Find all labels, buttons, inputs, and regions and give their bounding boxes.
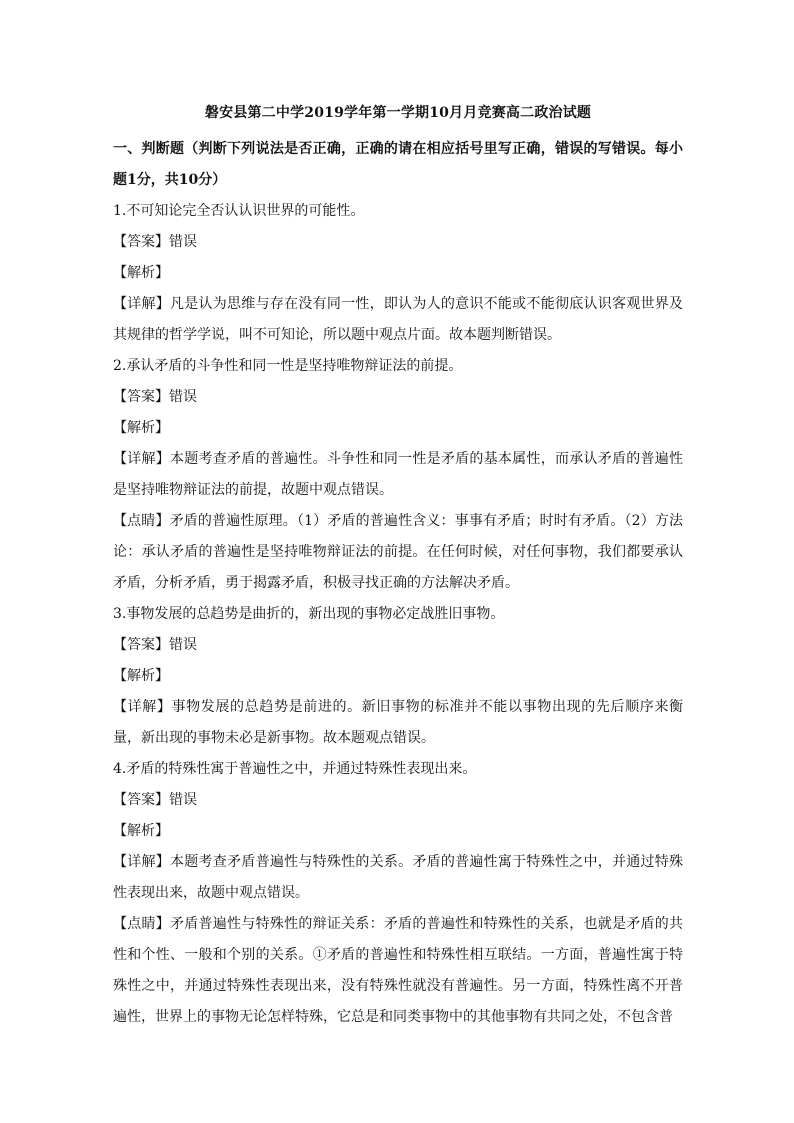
document-body (113, 102, 683, 1033)
answer-line: 【答案】错误 (113, 637, 197, 653)
note-paragraph: 【点睛】矛盾普遍性与特殊性的辩证关系：矛盾的普遍性和特殊性的关系，也就是矛盾的共性和个性、一般和个别的关系。①矛盾的普遍性和特殊性相互联结。一方面，普遍性寓于特殊性之中，并通过特殊性表现出来，没有特殊性就没有普遍性。另一方面，特殊性离不开普遍性，世界上的事物无论怎样特殊，它总是和同类事物中的其他事物有共同之处，不包含普 (113, 916, 683, 1025)
question-stem: 3.事物发展的总趋势是曲折的，新出现的事物必定战胜旧事物。 (113, 606, 505, 622)
answer-line: 【答案】错误 (113, 792, 197, 808)
question-stem: 1.不可知论完全否认认识世界的可能性。 (113, 203, 365, 219)
analysis-label: 【解析】 (113, 823, 169, 839)
analysis-label: 【解析】 (113, 668, 169, 684)
question-stem: 2.承认矛盾的斗争性和同一性是坚持唯物辩证法的前提。 (113, 358, 463, 374)
section-heading: 一、判断题（判断下列说法是否正确，正确的请在相应括号里写正确，错误的写错误。每小题1分，共10分） (113, 141, 683, 188)
answer-line: 【答案】错误 (113, 389, 197, 405)
question-stem: 4.矛盾的特殊性寓于普遍性之中，并通过特殊性表现出来。 (113, 761, 477, 777)
detail-paragraph: 【详解】凡是认为思维与存在没有同一性，即认为人的意识不能或不能彻底认识客观世界及其规律的哲学学说，叫不可知论，所以题中观点片面。故本题判断错误。 (113, 296, 683, 343)
analysis-label: 【解析】 (113, 420, 169, 436)
page-title: 磐安县第二中学2019学年第一学期10月月竞赛高二政治试题 (204, 105, 592, 121)
detail-paragraph: 【详解】本题考查矛盾的普遍性。斗争性和同一性是矛盾的基本属性，而承认矛盾的普遍性是坚持唯物辩证法的前提，故题中观点错误。 (113, 451, 683, 498)
detail-paragraph: 【详解】事物发展的总趋势是前进的。新旧事物的标准并不能以事物出现的先后顺序来衡量，新出现的事物未必是新事物。故本题观点错误。 (113, 699, 683, 746)
answer-line: 【答案】错误 (113, 234, 197, 250)
analysis-label: 【解析】 (113, 265, 169, 281)
note-paragraph: 【点睛】矛盾的普遍性原理。（1）矛盾的普遍性含义：事事有矛盾；时时有矛盾。（2）方法论：承认矛盾的普遍性是坚持唯物辩证法的前提。在任何时候，对任何事物，我们都要承认矛盾，分析矛盾，勇于揭露矛盾，积极寻找正确的方法解决矛盾。 (113, 513, 683, 591)
detail-paragraph: 【详解】本题考查矛盾普遍性与特殊性的关系。矛盾的普遍性寓于特殊性之中，并通过特殊性表现出来，故题中观点错误。 (113, 854, 683, 901)
